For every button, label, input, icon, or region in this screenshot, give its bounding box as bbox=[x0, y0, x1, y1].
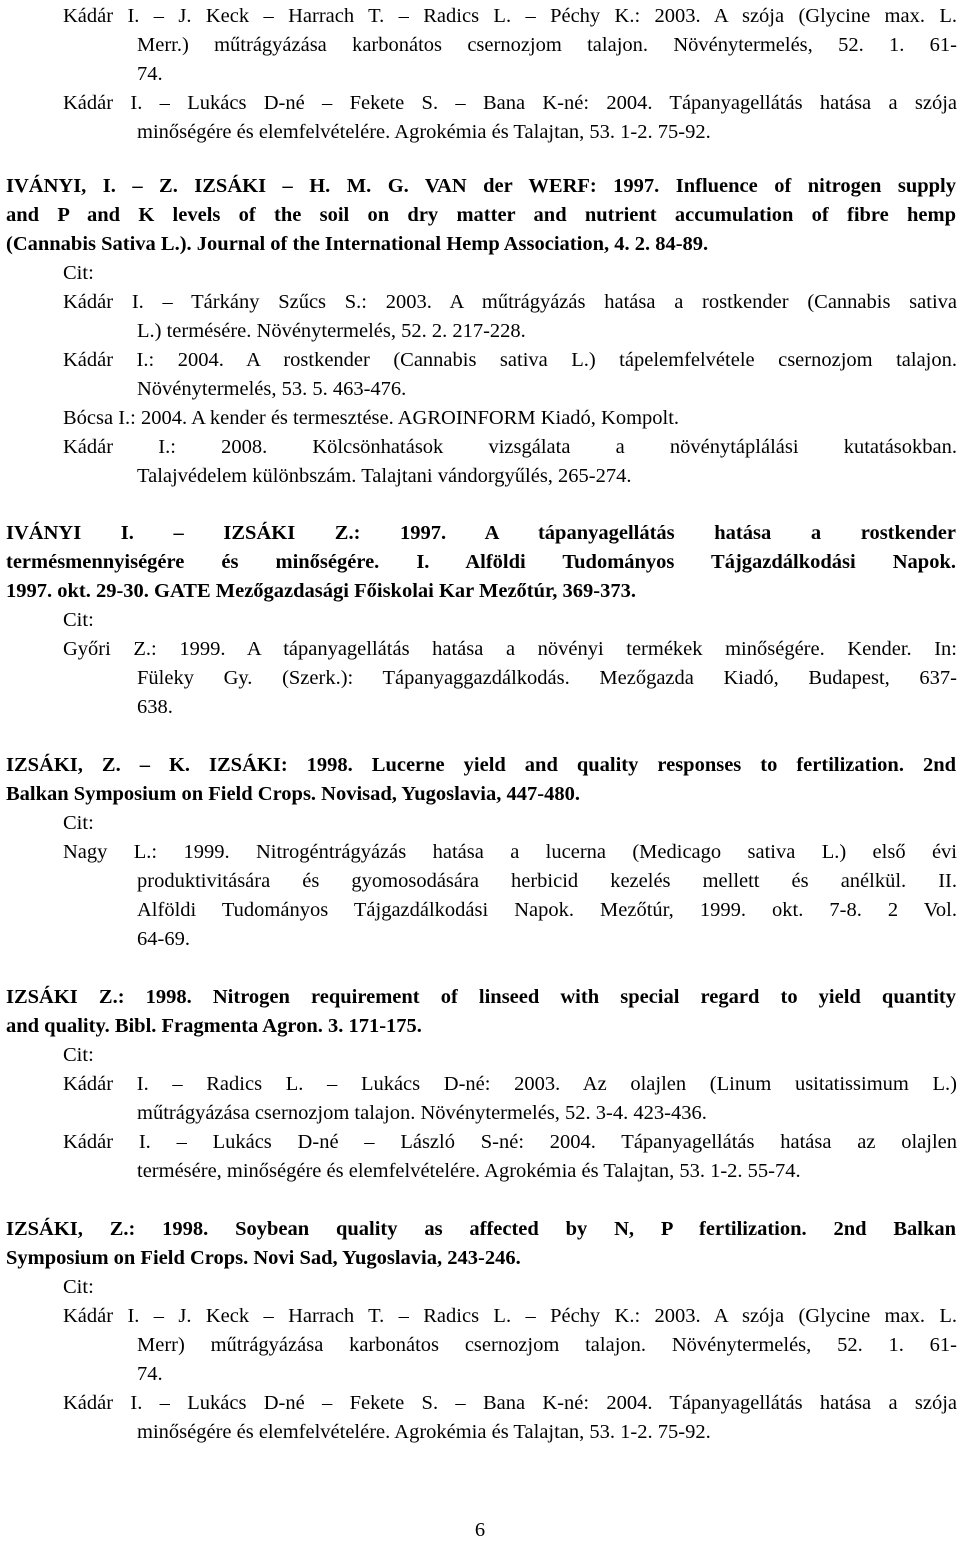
reference-entry bbox=[0, 1302, 960, 1389]
publication-heading bbox=[0, 519, 960, 606]
reference-line: Kádár I. – Tárkány Szűcs S.: 2003. A műtrágyázás hatása a rostkender (Cannabis sativa bbox=[63, 291, 957, 313]
reference-entry bbox=[0, 1389, 960, 1447]
reference-line: Kádár I. – J. Keck – Harrach T. – Radics L. – Péchy K.: 2003. A szója (Glycine max. L. bbox=[63, 5, 957, 27]
reference-line: Merr.) műtrágyázása karbonátos csernozjom talajon. Növénytermelés, 52. 1. 61- bbox=[137, 34, 957, 56]
reference-line: Győri Z.: 1999. A tápanyagellátás hatása a növényi termékek minőségére. Kender. In: bbox=[63, 638, 957, 660]
reference-entry bbox=[0, 635, 960, 722]
reference-line: Nagy L.: 1999. Nitrogéntrágyázás hatása a lucerna (Medicago sativa L.) első évi bbox=[63, 841, 957, 863]
publication-section bbox=[0, 519, 960, 722]
reference-line: minőségére és elemfelvételére. Agrokémia és Talajtan, 53. 1-2. 75-92. bbox=[137, 1421, 711, 1443]
reference-line: Kádár I. – Lukács D-né – László S-né: 2004. Tápanyagellátás hatása az olajlen bbox=[63, 1131, 957, 1153]
reference-line: produktivitására és gyomosodására herbicid kezelés mellett és anélkül. II. bbox=[137, 870, 957, 892]
reference-line: 64-69. bbox=[137, 928, 190, 950]
reference-entry bbox=[0, 288, 960, 346]
cit-label: Cit: bbox=[63, 609, 94, 631]
heading-line: IVÁNYI I. – IZSÁKI Z.: 1997. A tápanyagellátás hatása a rostkender bbox=[6, 522, 956, 544]
reference-line: 74. bbox=[137, 63, 163, 85]
reference-line: minőségére és elemfelvételére. Agrokémia és Talajtan, 53. 1-2. 75-92. bbox=[137, 121, 711, 143]
reference-line: Merr) műtrágyázása karbonátos csernozjom talajon. Növénytermelés, 52. 1. 61- bbox=[137, 1334, 957, 1356]
publication-section bbox=[0, 751, 960, 954]
reference-entry bbox=[0, 346, 960, 404]
heading-line: and quality. Bibl. Fragmenta Agron. 3. 171-175. bbox=[6, 1015, 422, 1037]
reference-line: L.) termésére. Növénytermelés, 52. 2. 217-228. bbox=[137, 320, 526, 342]
reference-line: Kádár I. – Lukács D-né – Fekete S. – Bana K-né: 2004. Tápanyagellátás hatása a szója bbox=[63, 92, 957, 114]
reference-line: Bócsa I.: 2004. A kender és termesztése. AGROINFORM Kiadó, Kompolt. bbox=[63, 407, 680, 429]
heading-line: (Cannabis Sativa L.). Journal of the International Hemp Association, 4. 2. 84-89. bbox=[6, 233, 709, 255]
reference-line: termésére, minőségére és elemfelvételére. Agrokémia és Talajtan, 53. 1-2. 55-74. bbox=[137, 1160, 801, 1182]
heading-line: IVÁNYI, I. – Z. IZSÁKI – H. M. G. VAN der WERF: 1997. Influence of nitrogen supply bbox=[6, 175, 956, 197]
publication-heading bbox=[0, 983, 960, 1041]
reference-entry bbox=[0, 1128, 960, 1186]
cit-label: Cit: bbox=[63, 812, 94, 834]
reference-entry bbox=[0, 433, 960, 491]
heading-line: and P and K levels of the soil on dry matter and nutrient accumulation of fibre hemp bbox=[6, 204, 956, 226]
reference-entry bbox=[0, 1070, 960, 1128]
reference-line: Talajvédelem különbszám. Talajtani vándorgyűlés, 265-274. bbox=[137, 465, 632, 487]
reference-line: Kádár I. – Radics L. – Lukács D-né: 2003. Az olajlen (Linum usitatissimum L.) bbox=[63, 1073, 957, 1095]
heading-line: Balkan Symposium on Field Crops. Novisad, Yugoslavia, 447-480. bbox=[6, 783, 580, 805]
publication-section bbox=[0, 172, 960, 491]
heading-line: IZSÁKI, Z.: 1998. Soybean quality as affected by N, P fertilization. 2nd Balkan bbox=[6, 1218, 956, 1240]
reference-line: Kádár I. – J. Keck – Harrach T. – Radics L. – Péchy K.: 2003. A szója (Glycine max. L. bbox=[63, 1305, 957, 1327]
reference-entry bbox=[0, 89, 960, 147]
cit-label: Cit: bbox=[63, 1276, 94, 1298]
top-references bbox=[0, 2, 960, 147]
cit-label: Cit: bbox=[63, 262, 94, 284]
reference-line: 638. bbox=[137, 696, 173, 718]
publication-section bbox=[0, 983, 960, 1186]
heading-line: 1997. okt. 29-30. GATE Mezőgazdasági Főiskolai Kar Mezőtúr, 369-373. bbox=[6, 580, 636, 602]
reference-entry bbox=[0, 2, 960, 89]
reference-line: Kádár I.: 2004. A rostkender (Cannabis sativa L.) tápelemfelvétele csernozjom talajon. bbox=[63, 349, 957, 371]
heading-line: IZSÁKI Z.: 1998. Nitrogen requirement of linseed with special regard to yield quantity bbox=[6, 986, 956, 1008]
reference-entry bbox=[0, 838, 960, 954]
publication-heading bbox=[0, 1215, 960, 1273]
page-number: 6 bbox=[474, 1519, 486, 1541]
reference-line: Kádár I. – Lukács D-né – Fekete S. – Bana K-né: 2004. Tápanyagellátás hatása a szója bbox=[63, 1392, 957, 1414]
reference-line: Kádár I.: 2008. Kölcsönhatások vizsgálata a növénytáplálási kutatásokban. bbox=[63, 436, 957, 458]
reference-line: műtrágyázása csernozjom talajon. Növénytermelés, 52. 3-4. 423-436. bbox=[137, 1102, 707, 1124]
publication-heading bbox=[0, 751, 960, 809]
cit-label: Cit: bbox=[63, 1044, 94, 1066]
publication-heading bbox=[0, 172, 960, 259]
heading-line: termésmennyiségére és minőségére. I. Alföldi Tudományos Tájgazdálkodási Napok. bbox=[6, 551, 956, 573]
heading-line: IZSÁKI, Z. – K. IZSÁKI: 1998. Lucerne yield and quality responses to fertilization. 2nd bbox=[6, 754, 956, 776]
reference-line: Füleky Gy. (Szerk.): Tápanyaggazdálkodás. Mezőgazda Kiadó, Budapest, 637- bbox=[137, 667, 957, 689]
reference-entry bbox=[0, 404, 960, 433]
publication-section bbox=[0, 1215, 960, 1447]
heading-line: Symposium on Field Crops. Novi Sad, Yugoslavia, 243-246. bbox=[6, 1247, 521, 1269]
reference-line: 74. bbox=[137, 1363, 163, 1385]
reference-line: Növénytermelés, 53. 5. 463-476. bbox=[137, 378, 407, 400]
reference-line: Alföldi Tudományos Tájgazdálkodási Napok. Mezőtúr, 1999. okt. 7-8. 2 Vol. bbox=[137, 899, 957, 921]
